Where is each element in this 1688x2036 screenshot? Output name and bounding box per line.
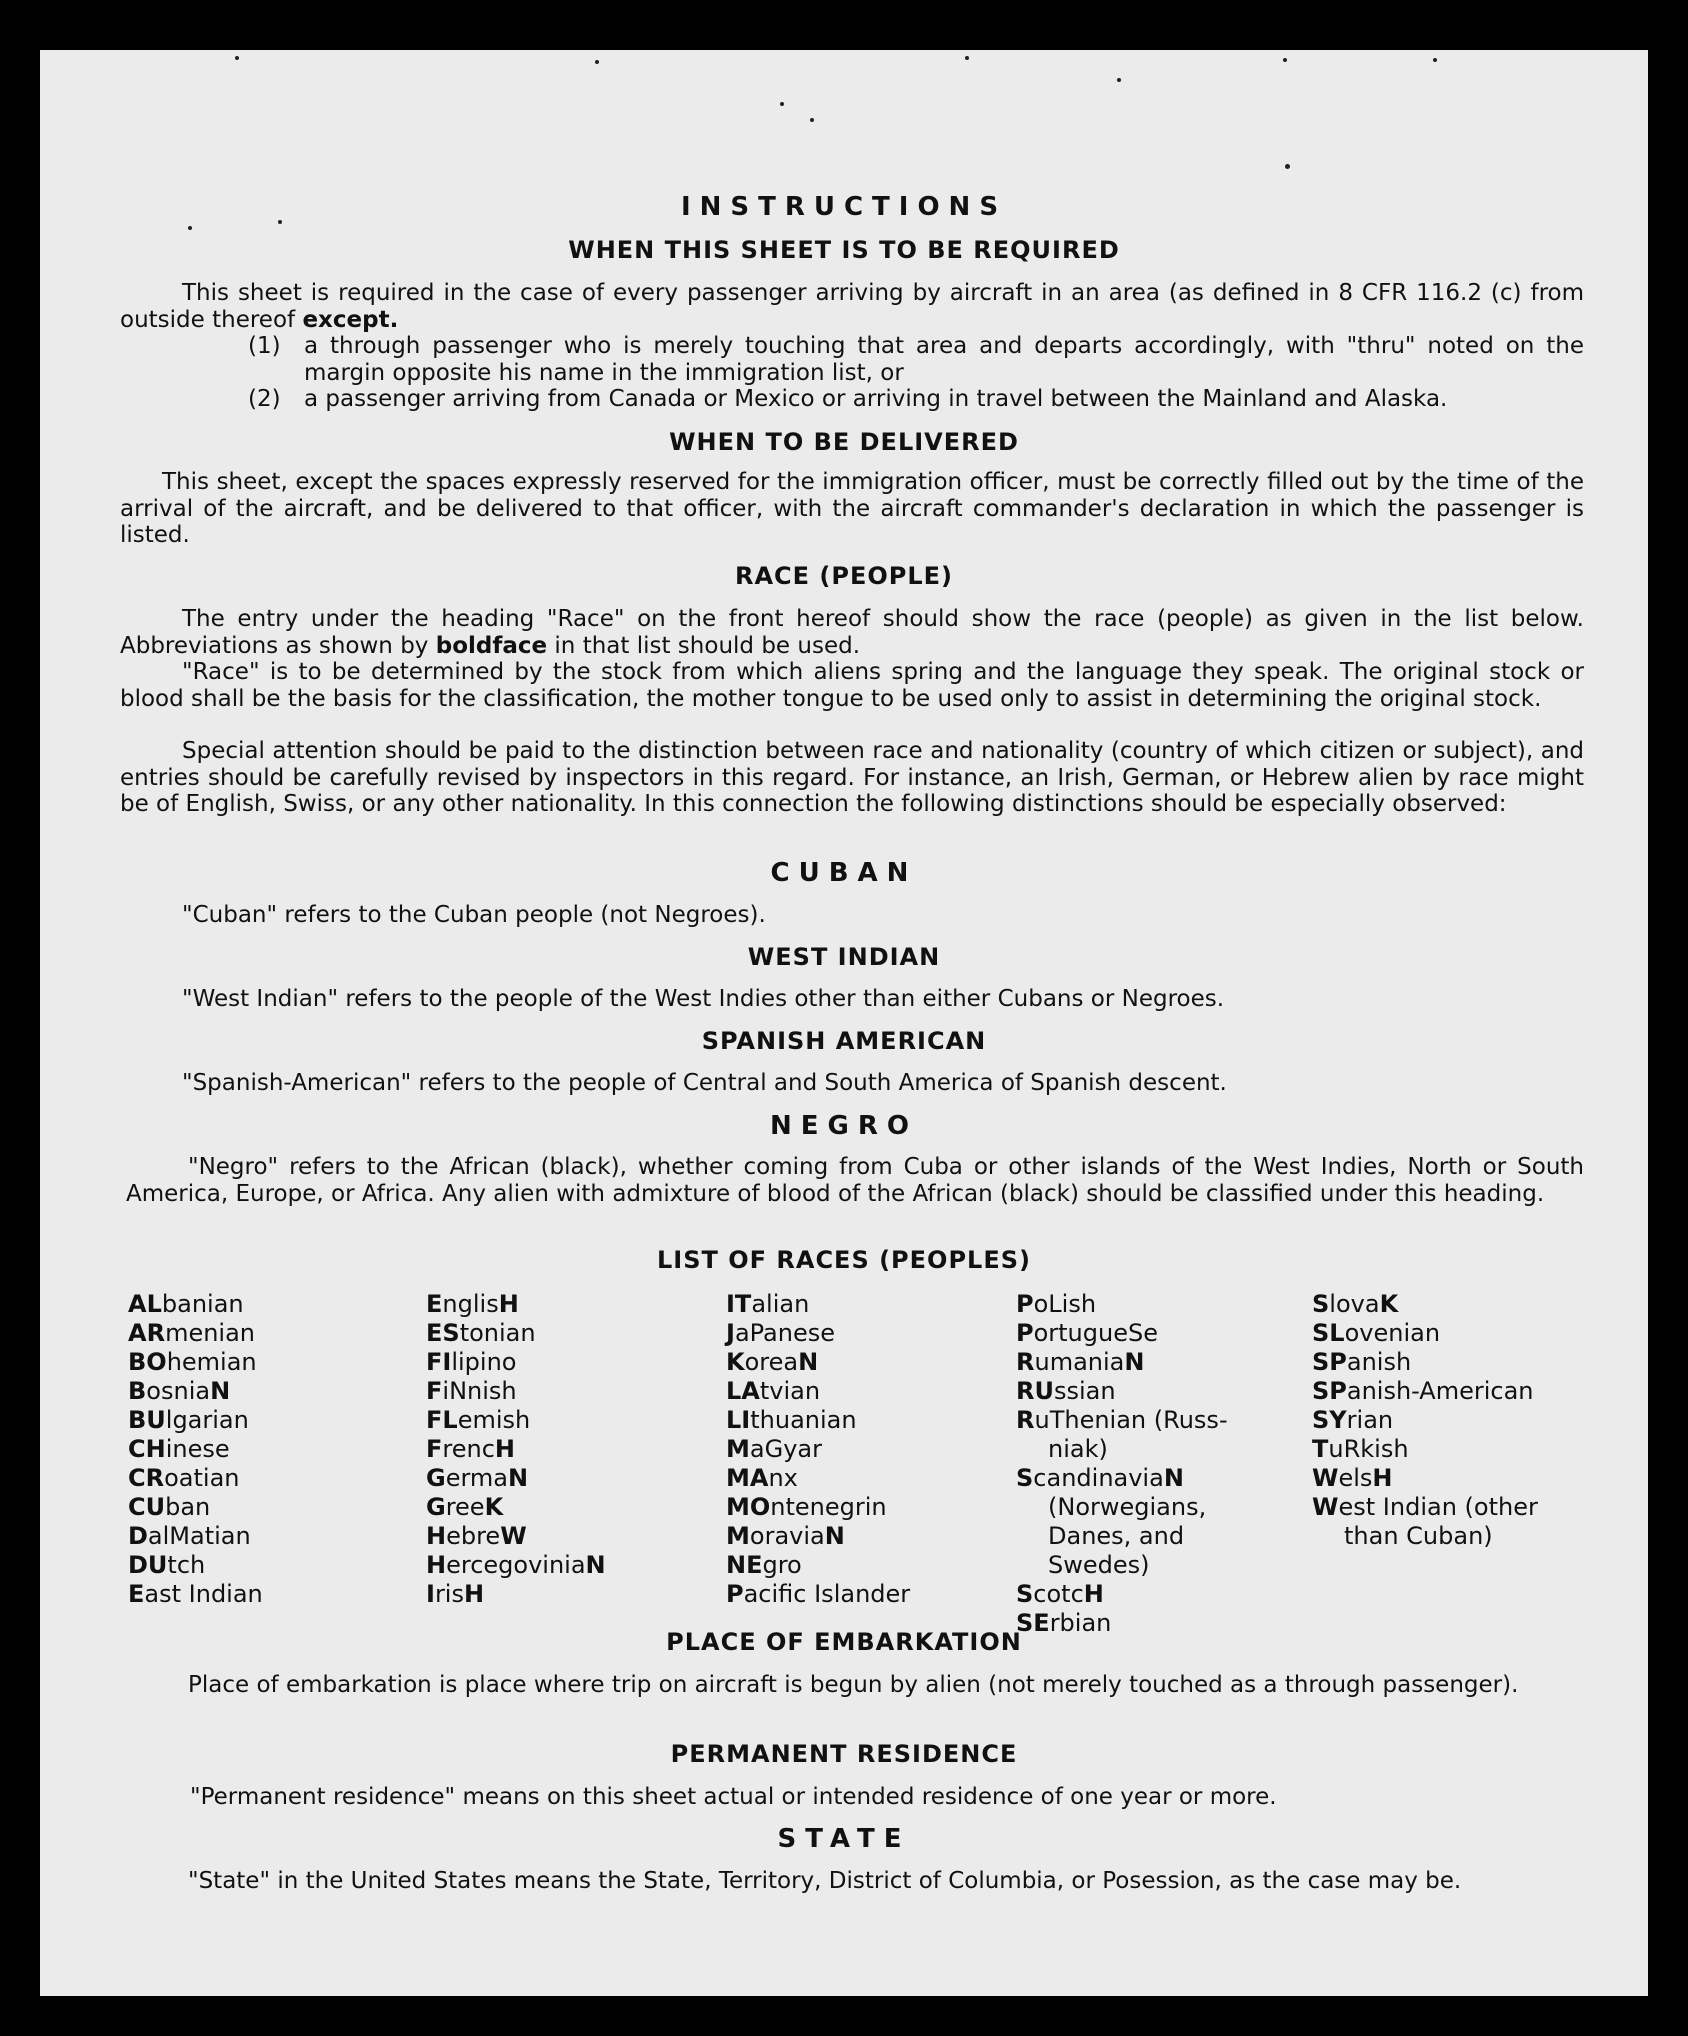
race-name-text: gro	[762, 1551, 802, 1579]
race-name-text: ree	[445, 1493, 485, 1521]
race-abbrev-bold: CR	[128, 1464, 165, 1492]
race-abbrev-bold: BU	[128, 1406, 166, 1434]
race-abbrev-bold: N	[1163, 1464, 1184, 1492]
race-name-text: alMatian	[147, 1522, 251, 1550]
race-entry	[1016, 1290, 1228, 1319]
race-entry	[1312, 1493, 1538, 1522]
cuban-heading: CUBAN	[770, 858, 918, 888]
race-entry	[426, 1377, 606, 1406]
race-name-text: oLish	[1033, 1290, 1097, 1318]
race-abbrev-bold: FL	[426, 1406, 458, 1434]
race-name-text: ssian	[1053, 1377, 1116, 1405]
race-entry	[128, 1522, 263, 1551]
race-entry	[128, 1435, 263, 1464]
race-abbrev-bold: NE	[726, 1551, 763, 1579]
race-name-text: uThenian (Russ-	[1034, 1406, 1228, 1434]
race-name-text: ebre	[446, 1522, 501, 1550]
race-name-text: anish	[1346, 1348, 1412, 1376]
state-heading: STATE	[777, 1824, 911, 1854]
spanish-american-heading: SPANISH AMERICAN	[701, 1027, 987, 1055]
race-entry	[1016, 1493, 1228, 1522]
race-name-text: ast Indian	[144, 1580, 263, 1608]
race-abbrev-bold: SY	[1312, 1406, 1347, 1434]
race-entry	[1016, 1377, 1228, 1406]
race-abbrev-bold: W	[1312, 1493, 1339, 1521]
item2-text: a passenger arriving from Canada or Mexico or arriving in travel between the Mainland and Alaska.	[304, 386, 1448, 412]
races-column-3	[726, 1290, 910, 1609]
race-abbrev-bold: K	[484, 1493, 504, 1521]
race-name-text: ovenian	[1344, 1319, 1441, 1347]
race-entry	[426, 1319, 606, 1348]
race-name-text: emish	[457, 1406, 531, 1434]
race-entry	[726, 1290, 910, 1319]
place-of-embarkation-heading: PLACE OF EMBARKATION	[666, 1628, 1022, 1656]
race-abbrev-bold: S	[1016, 1464, 1034, 1492]
race-entry	[1312, 1435, 1538, 1464]
race-entry	[726, 1522, 910, 1551]
race-entry	[726, 1551, 910, 1580]
race-entry	[1016, 1319, 1228, 1348]
negro-text: "Negro" refers to the African (black), whether coming from Cuba or other islands of the West Indies, North or South America, Europe, or Africa. Any alien with admixture of blood of the African (black) should be classified under this heading.	[126, 1154, 1584, 1207]
race-name-text: niak)	[1048, 1435, 1108, 1463]
scan-speck	[1283, 58, 1287, 62]
race-entry	[128, 1319, 263, 1348]
race-paragraph-2: "Race" is to be determined by the stock from which aliens spring and the language they speak. The original stock or blood shall be the basis for the classification, the mother tongue to be used only to assist in determining the original stock.	[120, 659, 1584, 712]
race-abbrev-bold: N	[1124, 1348, 1145, 1376]
race-name-text: ercegovinia	[446, 1551, 586, 1579]
race-abbrev-bold: CU	[128, 1493, 166, 1521]
except-bold: except.	[302, 306, 399, 333]
race-name-text: (Norwegians,	[1048, 1493, 1207, 1521]
race-entry	[426, 1406, 606, 1435]
race-abbrev-bold: ES	[426, 1319, 460, 1347]
race-entry	[726, 1464, 910, 1493]
cuban-text	[120, 902, 1584, 929]
race-entry	[726, 1348, 910, 1377]
race-name-text: orea	[744, 1348, 799, 1376]
race-abbrev-bold: SL	[1312, 1319, 1345, 1347]
race-name-text: ris	[434, 1580, 464, 1608]
west-indian-definition: "West Indian" refers to the people of the West Indies other than either Cubans or Negroes.	[182, 986, 1225, 1012]
permanent-residence-definition: "Permanent residence" means on this sheet actual or intended residence of one year or more.	[190, 1784, 1277, 1810]
permanent-residence-heading: PERMANENT RESIDENCE	[670, 1740, 1018, 1768]
race-entry	[1016, 1551, 1228, 1580]
race-name-text: renc	[442, 1435, 495, 1463]
race-name-text: alian	[751, 1290, 810, 1318]
race-entry	[1312, 1377, 1538, 1406]
race-entry	[1312, 1290, 1538, 1319]
race-abbrev-bold: N	[824, 1522, 845, 1550]
scan-speck	[1433, 58, 1437, 62]
race-abbrev-bold: R	[1016, 1406, 1035, 1434]
negro-heading: NEGRO	[770, 1111, 918, 1141]
race-name-text: banian	[161, 1290, 244, 1318]
cuban-definition: "Cuban" refers to the Cuban people (not Negroes).	[182, 902, 766, 928]
race-name-text: tvian	[759, 1377, 821, 1405]
race-name-text: thuanian	[750, 1406, 857, 1434]
race-abbrev-bold: CH	[128, 1435, 166, 1463]
race-abbrev-bold: K	[726, 1348, 745, 1376]
permanent-residence-text	[136, 1784, 1596, 1811]
race-entry	[128, 1551, 263, 1580]
scan-speck	[810, 118, 814, 122]
race-name-text: cotc	[1033, 1580, 1084, 1608]
race-abbrev-bold: G	[426, 1464, 446, 1492]
race-entry	[1016, 1464, 1228, 1493]
race-abbrev-bold: RU	[1016, 1377, 1054, 1405]
race-name-text: oatian	[164, 1464, 240, 1492]
race-name-text: osnia	[146, 1377, 211, 1405]
race-name-text: acific Islander	[743, 1580, 911, 1608]
race-entry	[726, 1580, 910, 1609]
race-entry	[426, 1348, 606, 1377]
race-abbrev-bold: T	[1312, 1435, 1329, 1463]
race-entry	[426, 1493, 606, 1522]
race-entry	[726, 1319, 910, 1348]
item2-number: (2)	[248, 386, 281, 412]
race-name-text: ortugueSe	[1033, 1319, 1158, 1347]
west-indian-text	[120, 986, 1584, 1013]
race-abbrev-bold: N	[798, 1348, 819, 1376]
race-abbrev-bold: FI	[426, 1348, 452, 1376]
race-abbrev-bold: SP	[1312, 1348, 1347, 1376]
race-abbrev-bold: MA	[726, 1464, 769, 1492]
race-entry	[426, 1522, 606, 1551]
race-abbrev-bold: IT	[726, 1290, 752, 1318]
scan-speck	[595, 60, 599, 64]
when-required-heading: WHEN THIS SHEET IS TO BE REQUIRED	[568, 236, 1120, 264]
race-entry	[1016, 1406, 1228, 1435]
race-name-text: Danes, and	[1048, 1522, 1185, 1550]
race-name-text: Swedes)	[1048, 1551, 1150, 1579]
race-abbrev-bold: H	[426, 1551, 447, 1579]
race-name-text: rbian	[1049, 1609, 1112, 1637]
race-paragraph-3: Special attention should be paid to the distinction between race and nationality (country of which citizen or subject), and entries should be carefully revised by inspectors in this regard. For instance, an Irish, German, or Hebrew alien by race might be of English, Swiss, or any other nationality. In this connection the following distinctions should be especially observed:	[120, 738, 1584, 817]
race-abbrev-bold: AR	[128, 1319, 166, 1347]
race-abbrev-bold: I	[426, 1580, 435, 1608]
scan-speck	[965, 56, 969, 60]
race-entry	[128, 1290, 263, 1319]
race-abbrev-bold: K	[1379, 1290, 1399, 1318]
race-entry	[1312, 1319, 1538, 1348]
race-entry	[128, 1493, 263, 1522]
race-entry	[1016, 1348, 1228, 1377]
race-name-text: aPanese	[734, 1319, 835, 1347]
list-of-races-heading: LIST OF RACES (PEOPLES)	[657, 1246, 1031, 1274]
race-name-text: est Indian (other	[1338, 1493, 1538, 1521]
race-entry	[426, 1290, 606, 1319]
races-column-2	[426, 1290, 606, 1609]
place-of-embarkation-text: Place of embarkation is place where trip on aircraft is begun by alien (not merely touched as a through passenger).	[188, 1672, 1519, 1698]
race-name-text: iNnish	[442, 1377, 517, 1405]
race-abbrev-bold: M	[726, 1522, 750, 1550]
race-name-text: ban	[165, 1493, 211, 1521]
race-abbrev-bold: H	[1372, 1464, 1393, 1492]
race-entry	[1016, 1580, 1228, 1609]
race-name-text: tonian	[459, 1319, 536, 1347]
race-abbrev-bold: F	[426, 1435, 443, 1463]
race-p1-end: in that list should be used.	[554, 632, 861, 659]
race-abbrev-bold: S	[1312, 1290, 1330, 1318]
race-name-text: lova	[1329, 1290, 1380, 1318]
race-abbrev-bold: B	[128, 1377, 147, 1405]
scan-speck	[235, 56, 239, 60]
race-abbrev-bold: P	[726, 1580, 744, 1608]
race-entry	[1016, 1522, 1228, 1551]
race-name-text: candinavia	[1033, 1464, 1164, 1492]
race-entry	[128, 1580, 263, 1609]
race-name-text: uRkish	[1328, 1435, 1409, 1463]
race-abbrev-bold: N	[585, 1551, 606, 1579]
race-entry	[426, 1464, 606, 1493]
race-name-text: inese	[165, 1435, 230, 1463]
race-abbrev-bold: DU	[128, 1551, 168, 1579]
scan-speck	[1285, 164, 1290, 169]
race-entry	[426, 1551, 606, 1580]
item1-number: (1)	[248, 333, 281, 359]
race-entry	[1312, 1348, 1538, 1377]
west-indian-heading: WEST INDIAN	[747, 943, 941, 971]
race-abbrev-bold: H	[463, 1580, 485, 1608]
race-name-text: nx	[768, 1464, 798, 1492]
races-column-5	[1312, 1290, 1538, 1551]
race-name-text: menian	[165, 1319, 256, 1347]
scan-speck	[278, 220, 282, 224]
race-abbrev-bold: J	[726, 1319, 735, 1347]
scan-speck	[780, 102, 784, 106]
boldface-word: boldface	[435, 632, 548, 659]
race-abbrev-bold: W	[500, 1522, 527, 1550]
race-entry	[1312, 1406, 1538, 1435]
race-abbrev-bold: N	[508, 1464, 529, 1492]
race-name-text: erma	[445, 1464, 508, 1492]
document-sheet	[40, 50, 1648, 1996]
race-name-text: hemian	[166, 1348, 257, 1376]
races-column-1	[128, 1290, 263, 1609]
race-name-text: umania	[1034, 1348, 1125, 1376]
when-delivered-heading: WHEN TO BE DELIVERED	[669, 428, 1019, 456]
race-abbrev-bold: H	[498, 1290, 519, 1318]
race-abbrev-bold: F	[426, 1377, 443, 1405]
race-name-text: els	[1338, 1464, 1373, 1492]
race-entry	[128, 1377, 263, 1406]
race-abbrev-bold: W	[1312, 1464, 1339, 1492]
when-delivered-text: This sheet, except the spaces expressly reserved for the immigration officer, must be correctly filled out by the time of the arrival of the aircraft, and be delivered to that officer, with the aircraft commander's declaration in which the passenger is listed.	[120, 469, 1584, 548]
race-paragraph-1	[120, 606, 1584, 659]
race-name-text: anish-American	[1346, 1377, 1534, 1405]
spanish-american-text	[120, 1070, 1584, 1097]
race-abbrev-bold: N	[210, 1377, 231, 1405]
race-entry	[1312, 1464, 1538, 1493]
spanish-american-definition: "Spanish-American" refers to the people of Central and South America of Spanish descent.	[182, 1070, 1227, 1096]
race-abbrev-bold: H	[1083, 1580, 1104, 1608]
race-abbrev-bold: AL	[128, 1290, 162, 1318]
races-column-4	[1016, 1290, 1228, 1638]
race-abbrev-bold: SE	[1016, 1609, 1050, 1637]
race-abbrev-bold: H	[494, 1435, 516, 1463]
race-entry	[726, 1493, 910, 1522]
item1-text: a through passenger who is merely touching that area and departs accordingly, with "thru" noted on the margin opposite his name in the immigration list, or	[304, 333, 1584, 386]
race-abbrev-bold: MO	[726, 1493, 771, 1521]
race-name-text: tch	[167, 1551, 206, 1579]
race-abbrev-bold: LI	[726, 1406, 751, 1434]
race-abbrev-bold: G	[426, 1493, 446, 1521]
race-name-text: lgarian	[165, 1406, 249, 1434]
race-name-text: oravia	[749, 1522, 825, 1550]
race-entry	[726, 1406, 910, 1435]
race-entry	[1312, 1522, 1538, 1551]
race-entry	[128, 1348, 263, 1377]
race-abbrev-bold: D	[128, 1522, 148, 1550]
race-abbrev-bold: P	[1016, 1319, 1034, 1347]
race-abbrev-bold: LA	[726, 1377, 760, 1405]
when-required-intro-text: This sheet is required in the case of every passenger arriving by aircraft in an area (as defined in 8 CFR 116.2 (c) from outside thereof	[120, 280, 1584, 333]
race-abbrev-bold: R	[1016, 1348, 1035, 1376]
race-entry	[1016, 1435, 1228, 1464]
race-abbrev-bold: E	[426, 1290, 443, 1318]
scan-speck	[1117, 78, 1121, 82]
race-abbrev-bold: H	[426, 1522, 447, 1550]
race-entry	[726, 1377, 910, 1406]
race-name-text: than Cuban)	[1344, 1522, 1493, 1550]
race-abbrev-bold: BO	[128, 1348, 167, 1376]
race-abbrev-bold: S	[1016, 1580, 1034, 1608]
race-entry	[128, 1464, 263, 1493]
race-p1-start: The entry under the heading "Race" on the front hereof should show the race (people) as given in the list below. Abbreviations as shown by	[120, 606, 1584, 659]
scan-speck	[188, 226, 192, 230]
race-abbrev-bold: M	[726, 1435, 750, 1463]
race-name-text: rian	[1346, 1406, 1394, 1434]
race-name-text: nglis	[442, 1290, 499, 1318]
race-entry	[128, 1406, 263, 1435]
state-text: "State" in the United States means the State, Territory, District of Columbia, or Posession, as the case may be.	[188, 1868, 1462, 1894]
race-name-text: lipino	[451, 1348, 517, 1376]
race-entry	[426, 1580, 606, 1609]
race-abbrev-bold: P	[1016, 1290, 1034, 1318]
race-entry	[426, 1435, 606, 1464]
race-name-text: ntenegrin	[770, 1493, 887, 1521]
race-abbrev-bold: SP	[1312, 1377, 1347, 1405]
race-heading: RACE (PEOPLE)	[734, 562, 954, 590]
race-entry	[726, 1435, 910, 1464]
race-name-text: aGyar	[749, 1435, 822, 1463]
when-required-intro	[120, 280, 1584, 333]
race-abbrev-bold: E	[128, 1580, 145, 1608]
instructions-heading: INSTRUCTIONS	[680, 192, 1008, 222]
